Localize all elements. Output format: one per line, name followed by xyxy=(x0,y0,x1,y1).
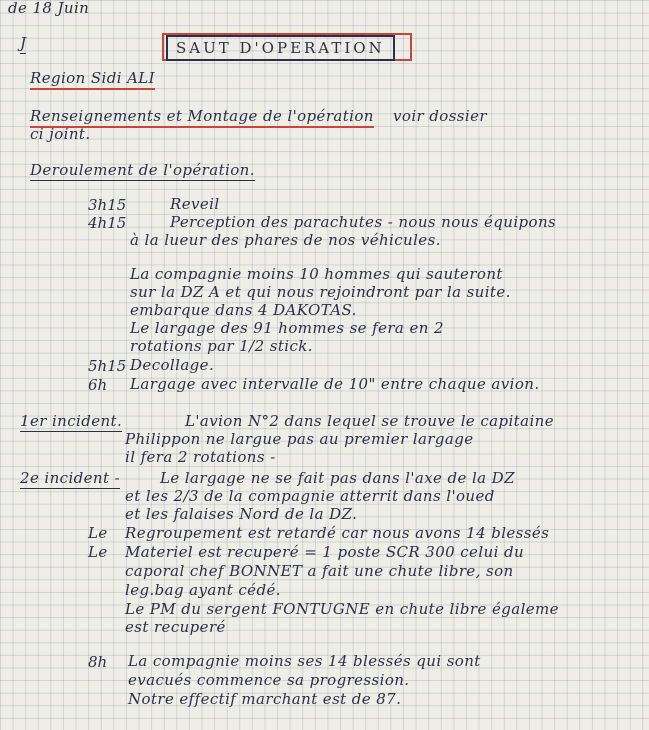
time-4h15: 4h15 xyxy=(88,214,127,232)
incident-1-line: L'avion N°2 dans lequel se trouve le capitaine xyxy=(185,412,554,430)
final-line: evacués commence sa progression. xyxy=(128,671,410,689)
renseignements-heading: Renseignements et Montage de l'opération xyxy=(30,107,374,128)
section-letter: J xyxy=(20,34,27,52)
timeline-line: Perception des parachutes - nous nous équipons xyxy=(170,213,557,231)
timeline-line: La compagnie moins 10 hommes qui sauteront xyxy=(130,265,503,283)
incident-2-line: Le largage ne se fait pas dans l'axe de la DZ xyxy=(160,469,515,487)
timeline-line: Reveil xyxy=(170,195,220,213)
aftermath-line: Le PM du sergent FONTUGNE en chute libre égaleme xyxy=(125,600,559,618)
incident-2-line: et les falaises Nord de la DZ. xyxy=(125,505,358,523)
time-5h15: 5h15 xyxy=(88,357,127,375)
renseignements-continuation: ci joint. xyxy=(30,125,91,143)
region-heading: Region Sidi ALI xyxy=(30,70,155,90)
renseignements-tail: voir dossier xyxy=(393,107,487,125)
aftermath-line: caporal chef BONNET a fait une chute libre, son xyxy=(125,562,514,580)
timeline-line: sur la DZ A et qui nous rejoindront par la suite. xyxy=(130,283,511,301)
timeline-line: Decollage. xyxy=(130,356,215,374)
aftermath-prefix: Le xyxy=(88,543,108,561)
timeline-line: rotations par 1/2 stick. xyxy=(130,337,313,355)
aftermath-line: Regroupement est retardé car nous avons 14 blessés xyxy=(125,524,550,542)
date-line: de 18 Juin xyxy=(8,0,90,17)
final-line: La compagnie moins ses 14 blessés qui sont xyxy=(128,652,481,670)
incident-2-line: et les 2/3 de la compagnie atterrit dans l'oued xyxy=(125,487,495,505)
deroulement-heading: Deroulement de l'opération. xyxy=(30,161,255,179)
aftermath-line: est recuperé xyxy=(125,618,226,636)
aftermath-line: Materiel est recuperé = 1 poste SCR 300 celui du xyxy=(125,543,525,561)
aftermath-prefix: Le xyxy=(88,524,108,542)
incident-2-label: 2e incident - xyxy=(20,469,121,487)
timeline-line: Le largage des 91 hommes se fera en 2 xyxy=(130,319,444,337)
aftermath-line: leg.bag ayant cédé. xyxy=(125,581,281,599)
timeline-line: à la lueur des phares de nos véhicules. xyxy=(130,231,441,249)
incident-1-line: il fera 2 rotations - xyxy=(125,448,276,466)
renseignements-line xyxy=(30,108,487,125)
timeline-line: embarque dans 4 DAKOTAS. xyxy=(130,301,357,319)
time-3h15: 3h15 xyxy=(88,196,127,214)
page-title: SAUT D'OPERATION xyxy=(166,35,395,61)
final-line: Notre effectif marchant est de 87. xyxy=(128,690,402,708)
incident-1-line: Philippon ne largue pas au premier largage xyxy=(125,430,474,448)
incident-1-label: 1er incident. xyxy=(20,412,123,430)
timeline-line: Largage avec intervalle de 10" entre chaque avion. xyxy=(130,375,540,393)
time-8h: 8h xyxy=(88,653,108,671)
time-6h: 6h xyxy=(88,376,108,394)
